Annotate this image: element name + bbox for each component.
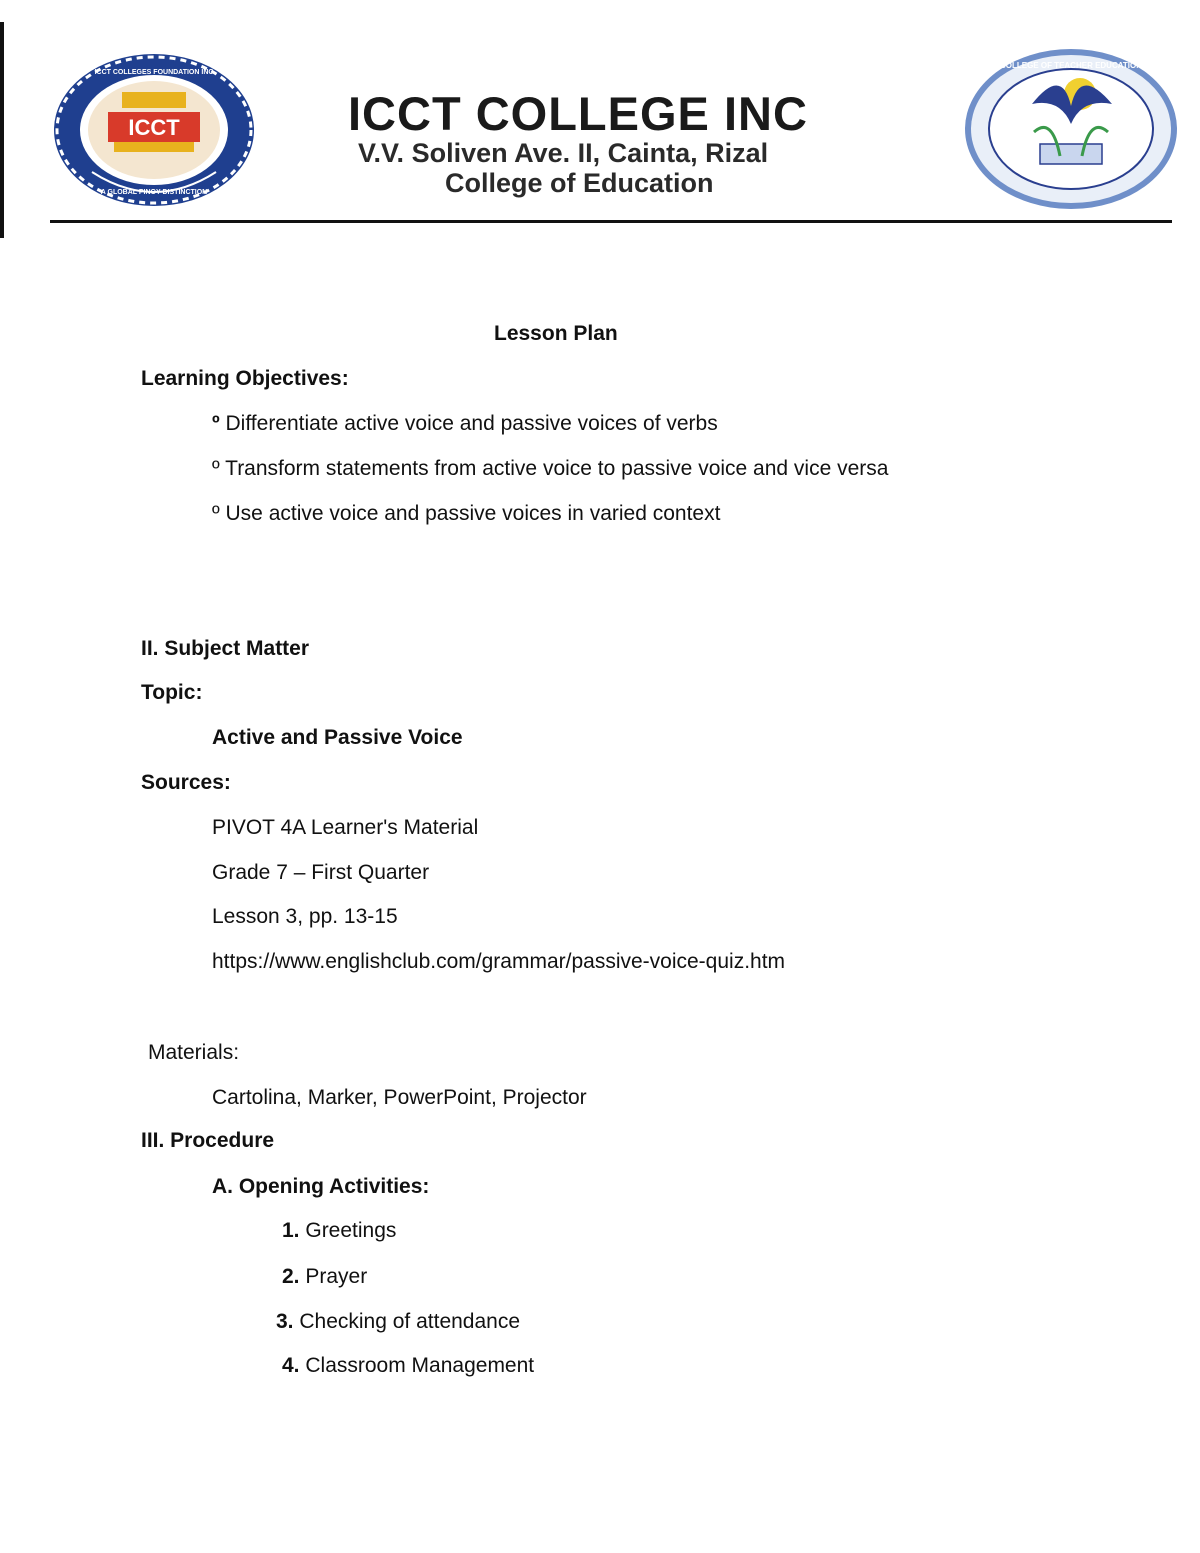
- college-name: ICCT COLLEGE INC: [348, 87, 808, 140]
- objective-text: Transform statements from active voice to passive voice and vice versa: [225, 457, 889, 480]
- teacher-education-seal-icon: [965, 49, 1177, 209]
- objective-text: Differentiate active voice and passive voices of verbs: [225, 412, 718, 435]
- bullet-icon: º: [212, 457, 220, 480]
- source-item: Lesson 3, pp. 13-15: [212, 905, 398, 928]
- objective-text: Use active voice and passive voices in varied context: [225, 502, 721, 525]
- materials-value: Cartolina, Marker, PowerPoint, Projector: [212, 1086, 587, 1109]
- department-name: College of Education: [445, 168, 714, 198]
- header-divider: [50, 220, 1172, 223]
- procedure-heading: III. Procedure: [141, 1129, 275, 1152]
- item-number: 4.: [282, 1354, 300, 1377]
- objective-item: [212, 456, 888, 482]
- teacher-education-seal-logo: [962, 46, 1180, 212]
- bullet-icon: º: [212, 412, 220, 435]
- opening-activities-heading: A. Opening Activities:: [212, 1175, 430, 1198]
- item-number: 2.: [282, 1265, 300, 1288]
- item-text: Prayer: [305, 1265, 368, 1288]
- sources-label: Sources:: [141, 771, 231, 794]
- document-title: Lesson Plan: [494, 322, 618, 345]
- left-margin-bar: [0, 22, 4, 238]
- right-seal-ring-text: COLLEGE OF TEACHER EDUCATION: [999, 61, 1143, 70]
- item-number: 1.: [282, 1219, 300, 1242]
- item-number: 3.: [276, 1310, 294, 1333]
- objectives-heading: Learning Objectives:: [141, 367, 349, 390]
- opening-item: [282, 1264, 367, 1290]
- topic-value: Active and Passive Voice: [212, 726, 463, 749]
- opening-item: [282, 1218, 396, 1244]
- opening-item: [276, 1309, 520, 1335]
- source-item: PIVOT 4A Learner's Material: [212, 816, 479, 839]
- materials-label: Materials:: [148, 1041, 240, 1064]
- college-address: V.V. Soliven Ave. II, Cainta, Rizal: [358, 138, 769, 168]
- opening-item: [282, 1353, 534, 1379]
- item-text: Classroom Management: [305, 1354, 535, 1377]
- left-seal-bottom-text: A GLOBAL PINOY DISTINCTION: [100, 189, 208, 196]
- objective-item: [212, 501, 720, 527]
- objective-item: [212, 411, 718, 437]
- subject-matter-heading: II. Subject Matter: [141, 637, 310, 660]
- item-text: Checking of attendance: [299, 1310, 521, 1333]
- left-seal-center-text: ICCT: [128, 115, 180, 140]
- icct-seal-logo: [52, 52, 256, 208]
- source-item: Grade 7 – First Quarter: [212, 861, 430, 884]
- source-link[interactable]: https://www.englishclub.com/grammar/passive-voice-quiz.htm: [212, 950, 786, 973]
- bullet-icon: º: [212, 502, 220, 525]
- item-text: Greetings: [305, 1219, 397, 1242]
- left-seal-ring-text: ICCT COLLEGES FOUNDATION INC: [94, 69, 214, 76]
- topic-label: Topic:: [141, 681, 203, 704]
